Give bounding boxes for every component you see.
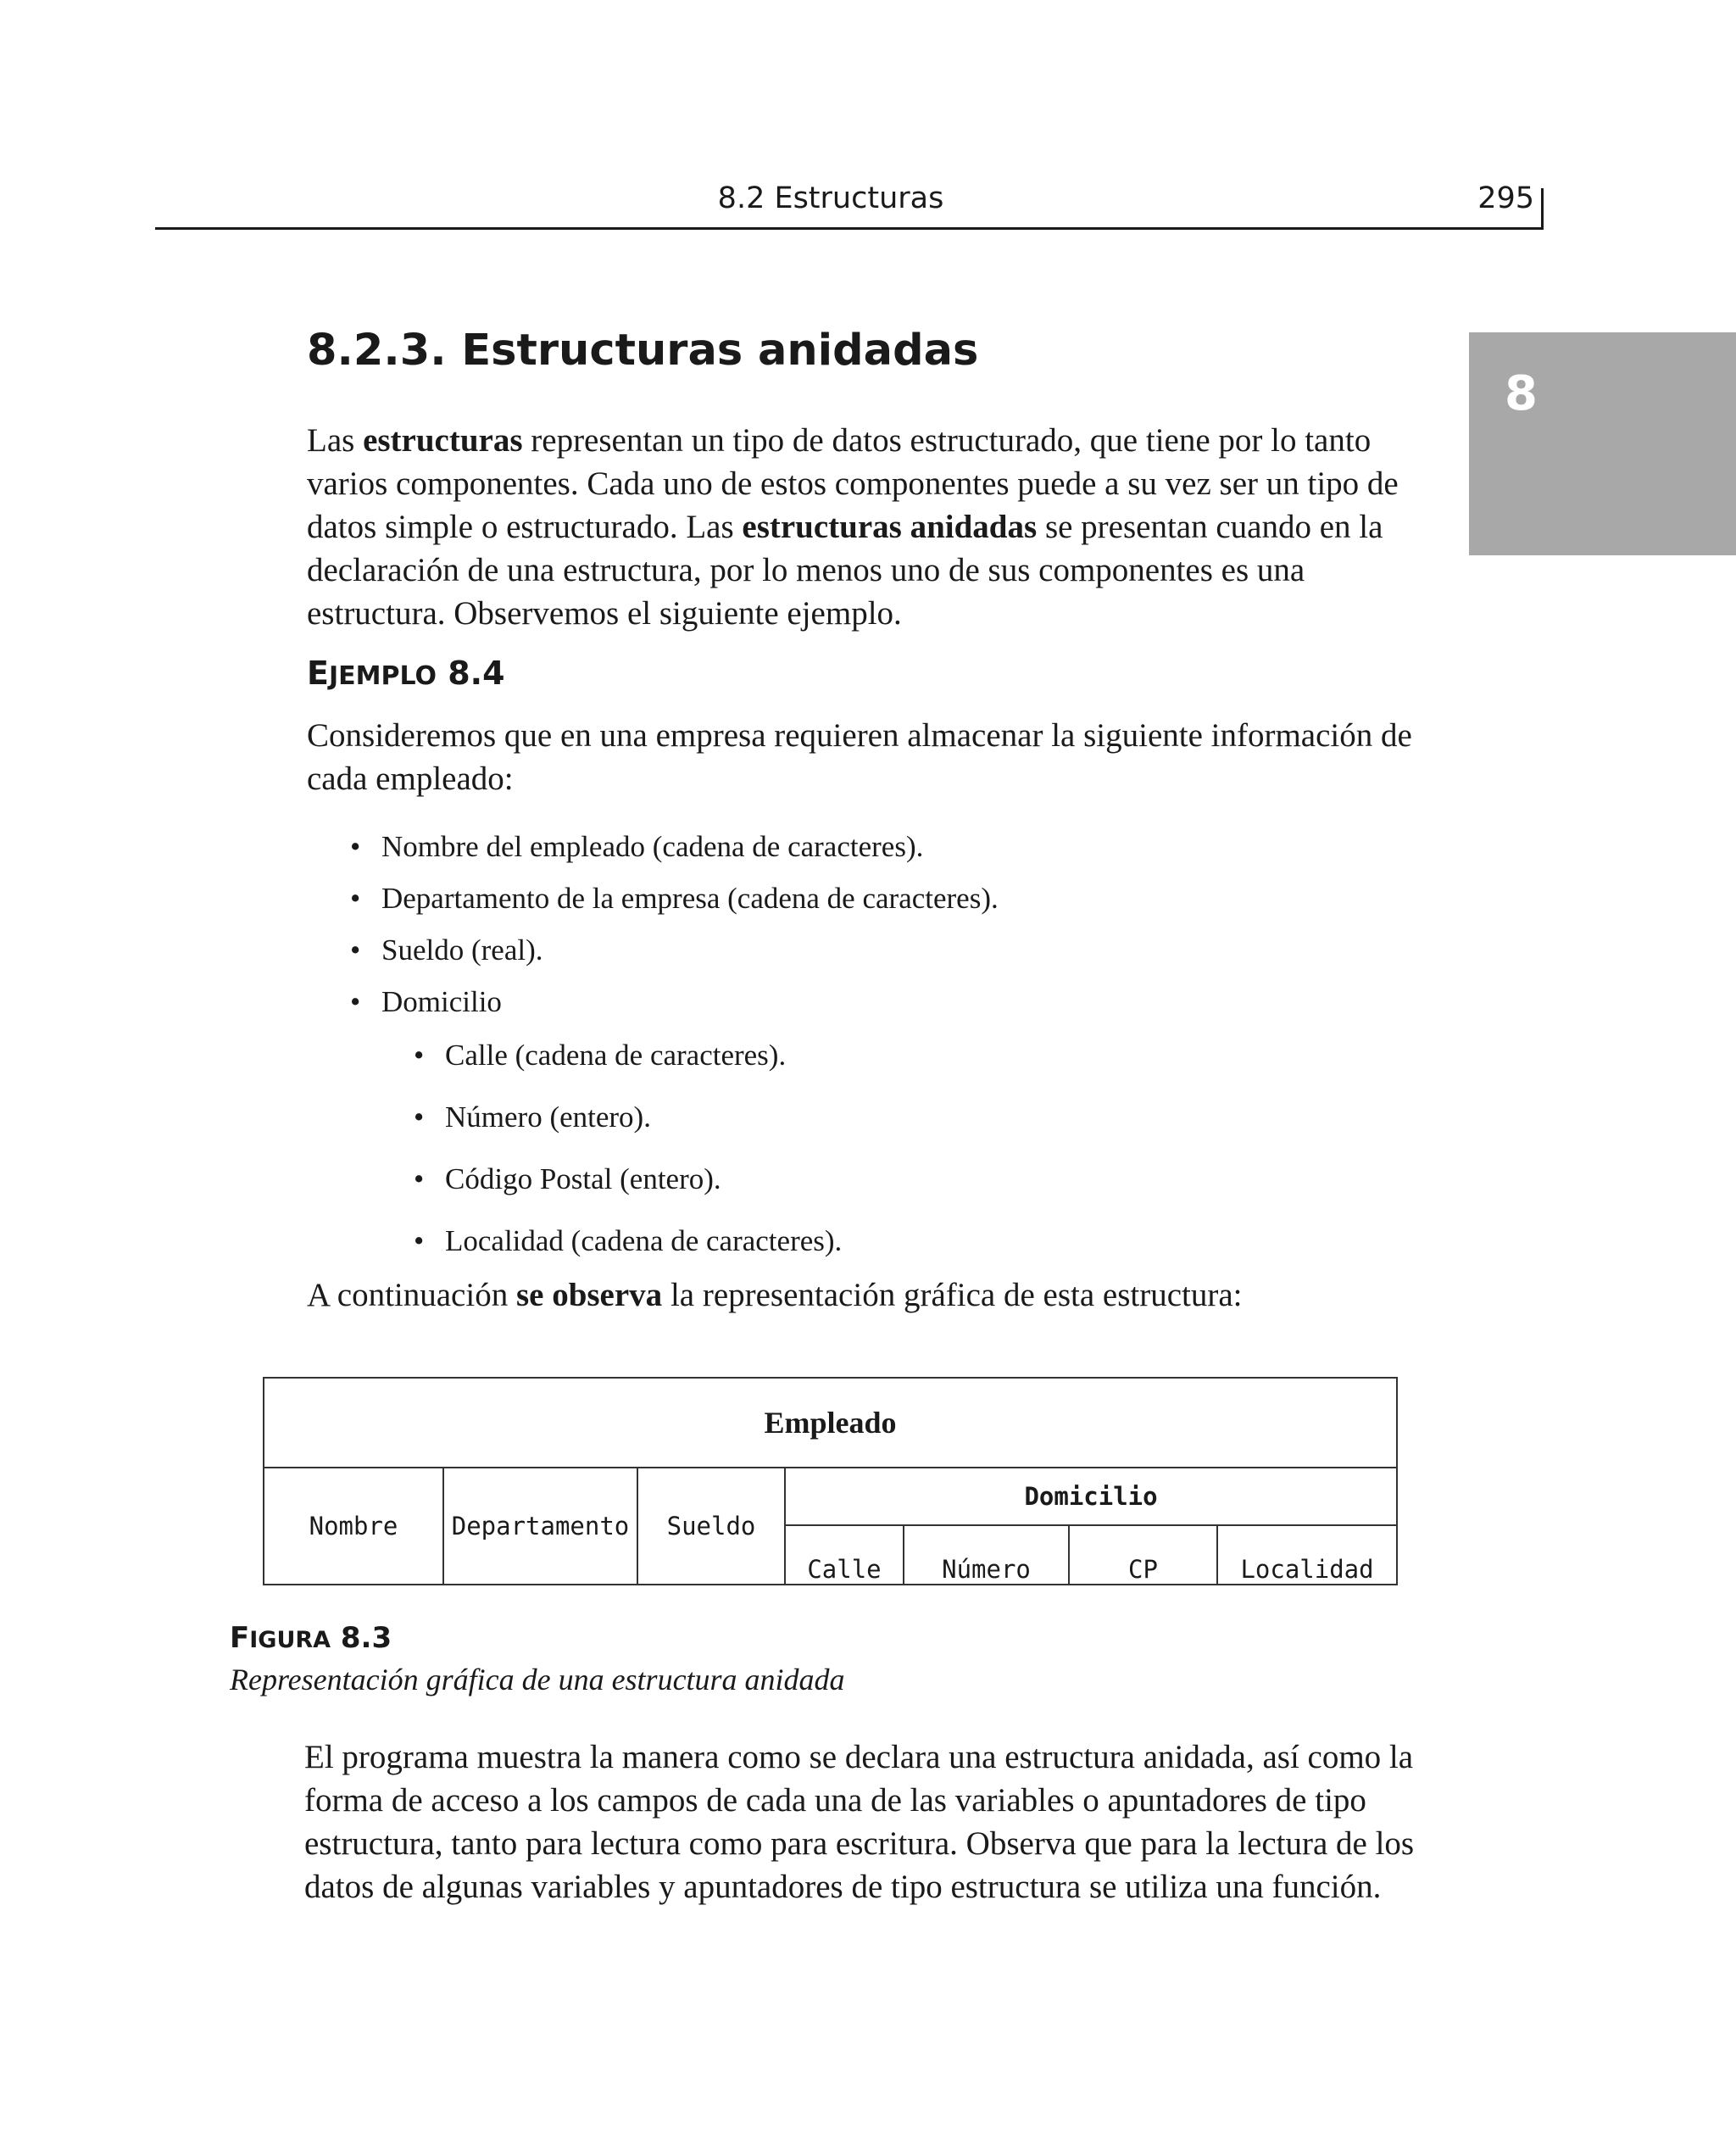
list-item: • Calle (cadena de caracteres). — [414, 1024, 842, 1086]
list-item: • Departamento de la empresa (cadena de caracteres). — [350, 872, 999, 924]
list-item: • Domicilio — [350, 976, 999, 1028]
example-label — [307, 655, 505, 692]
list-item: • Sueldo (real). — [350, 924, 999, 976]
chapter-tab — [1469, 332, 1736, 555]
figure-label-initial: F — [230, 1621, 250, 1655]
intro-bold-2: estructuras anidadas — [742, 509, 1038, 545]
continuation-text-2: la representación gráfica de esta estructura: — [662, 1277, 1243, 1313]
table-field-nombre: Nombre — [264, 1468, 443, 1585]
figure-label-number: 8.3 — [331, 1621, 392, 1655]
example-label-rest: JEMPLO — [328, 661, 437, 691]
structure-diagram-table — [263, 1377, 1398, 1585]
table-subfield-numero: Número — [904, 1525, 1069, 1585]
continuation-paragraph — [307, 1273, 1426, 1317]
table-subfield-cp: CP — [1069, 1525, 1217, 1585]
intro-paragraph — [307, 419, 1426, 635]
running-header-title: 8.2 Estructuras — [717, 181, 944, 215]
page-number: 295 — [1477, 181, 1534, 215]
continuation-text-1: A continuación — [307, 1277, 516, 1313]
list-item: • Número (entero). — [414, 1086, 842, 1148]
intro-bold-1: estructuras — [363, 422, 523, 459]
domicilio-field-list — [414, 1024, 842, 1272]
figure-label-rest: IGURA — [249, 1627, 331, 1653]
chapter-tab-number: 8 — [1505, 366, 1538, 421]
intro-text-1: Las — [307, 422, 364, 459]
example-paragraph: Consideremos que en una empresa requieren almacenar la siguiente información de cada empleado: — [307, 717, 1412, 797]
intro-text-2: representan un tipo de datos estructurado, que tiene por lo tanto varios componentes. Cada uno de estos componentes puede a su vez ser un tipo de datos simple o estructurado. Las — [307, 422, 1399, 545]
table-subfield-localidad: Localidad — [1217, 1525, 1397, 1585]
continuation-bold: se observa — [515, 1277, 663, 1313]
figure-caption: Representación gráfica de una estructura anidada — [230, 1663, 845, 1696]
list-item: • Código Postal (entero). — [414, 1148, 842, 1210]
closing-paragraph: El programa muestra la manera como se declara una estructura anidada, así como la forma de acceso a los campos de cada una de las variables o apuntadores de tipo estructura, tanto para lectura como para escritura. Observa que para la lectura de los datos de algunas variables y apuntadores de tipo estructura se utiliza una función. — [304, 1739, 1415, 1905]
figure-label — [230, 1621, 392, 1655]
table-field-departamento: Departamento — [443, 1468, 637, 1585]
example-label-number: 8.4 — [437, 655, 505, 692]
list-item: • Localidad (cadena de caracteres). — [414, 1210, 842, 1272]
intro-text-3: se presentan cuando en la declaración de una estructura, por lo menos uno de sus componentes es una estructura. Observemos el siguiente ejemplo. — [307, 509, 1383, 632]
table-subfield-calle: Calle — [785, 1525, 904, 1585]
list-item: • Nombre del empleado (cadena de caracteres). — [350, 821, 999, 872]
field-list — [350, 821, 999, 1028]
section-heading: 8.2.3. Estructuras anidadas — [307, 326, 979, 376]
example-label-initial: E — [307, 655, 329, 692]
table-root-empleado: Empleado — [264, 1378, 1397, 1468]
header-rule-tick — [1541, 188, 1544, 230]
table-field-sueldo: Sueldo — [637, 1468, 785, 1585]
table-nested-domicilio: Domicilio — [785, 1468, 1397, 1525]
header-rule — [155, 227, 1544, 230]
